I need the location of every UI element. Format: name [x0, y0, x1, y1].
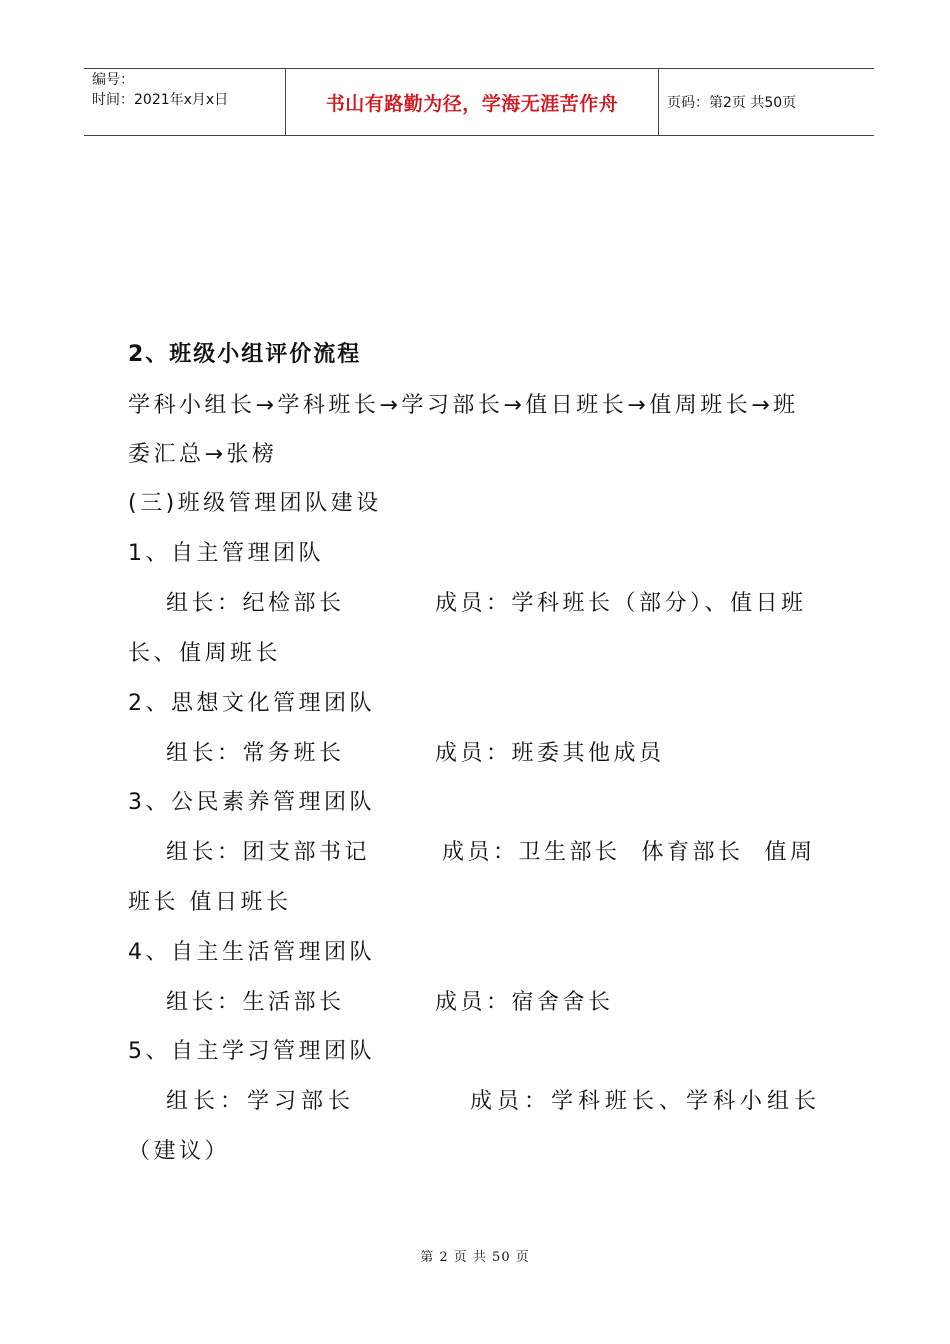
team2-title: 2、思想文化管理团队: [128, 691, 375, 716]
team5-members: 成员：学科班长、学科小组长: [470, 1089, 822, 1114]
section-heading: 2、班级小组评价流程: [128, 342, 362, 367]
team3-members-cont: 班长 值日班长: [128, 890, 292, 915]
header-page-info: 页码：第2页 共50页: [667, 95, 797, 111]
header-motto-cell: [286, 69, 659, 135]
document-number-label: 编号：: [92, 72, 134, 88]
team4-members: 成员：宿舍舍长: [435, 990, 614, 1015]
flow-line-1: 学科小组长→学科班长→学习部长→值日班长→值周班长→班: [128, 393, 799, 418]
team4-title: 4、自主生活管理团队: [128, 940, 375, 965]
page-footer: 第 2 页 共 50 页: [420, 1250, 530, 1265]
page-header: [84, 68, 874, 136]
header-motto: 书山有路勤为径，学海无涯苦作舟: [325, 92, 619, 115]
team1-title: 1、自主管理团队: [128, 541, 324, 566]
subsection-title: (三)班级管理团队建设: [128, 491, 382, 516]
team5-members-cont: （建议）: [128, 1139, 231, 1164]
team2-leader: 组长：常务班长: [166, 741, 345, 766]
header-meta-cell: [84, 69, 286, 135]
team3-leader: 组长：团支部书记: [166, 840, 371, 865]
team1-leader: 组长：纪检部长: [166, 591, 345, 616]
team4-leader: 组长：生活部长: [166, 990, 345, 1015]
header-page-cell: [659, 69, 874, 135]
team5-leader: 组长：学习部长: [166, 1089, 356, 1114]
team1-members-cont: 长、值周班长: [128, 641, 282, 666]
document-date: 时间：2021年x月x日: [92, 92, 229, 108]
team3-members: 成员：卫生部长 体育部长 值周: [442, 840, 816, 865]
team1-members: 成员：学科班长（部分）、值日班: [435, 591, 807, 616]
team2-members: 成员：班委其他成员: [435, 741, 665, 766]
team5-title: 5、自主学习管理团队: [128, 1039, 375, 1064]
team3-title: 3、公民素养管理团队: [128, 790, 375, 815]
flow-line-2: 委汇总→张榜: [128, 442, 278, 467]
